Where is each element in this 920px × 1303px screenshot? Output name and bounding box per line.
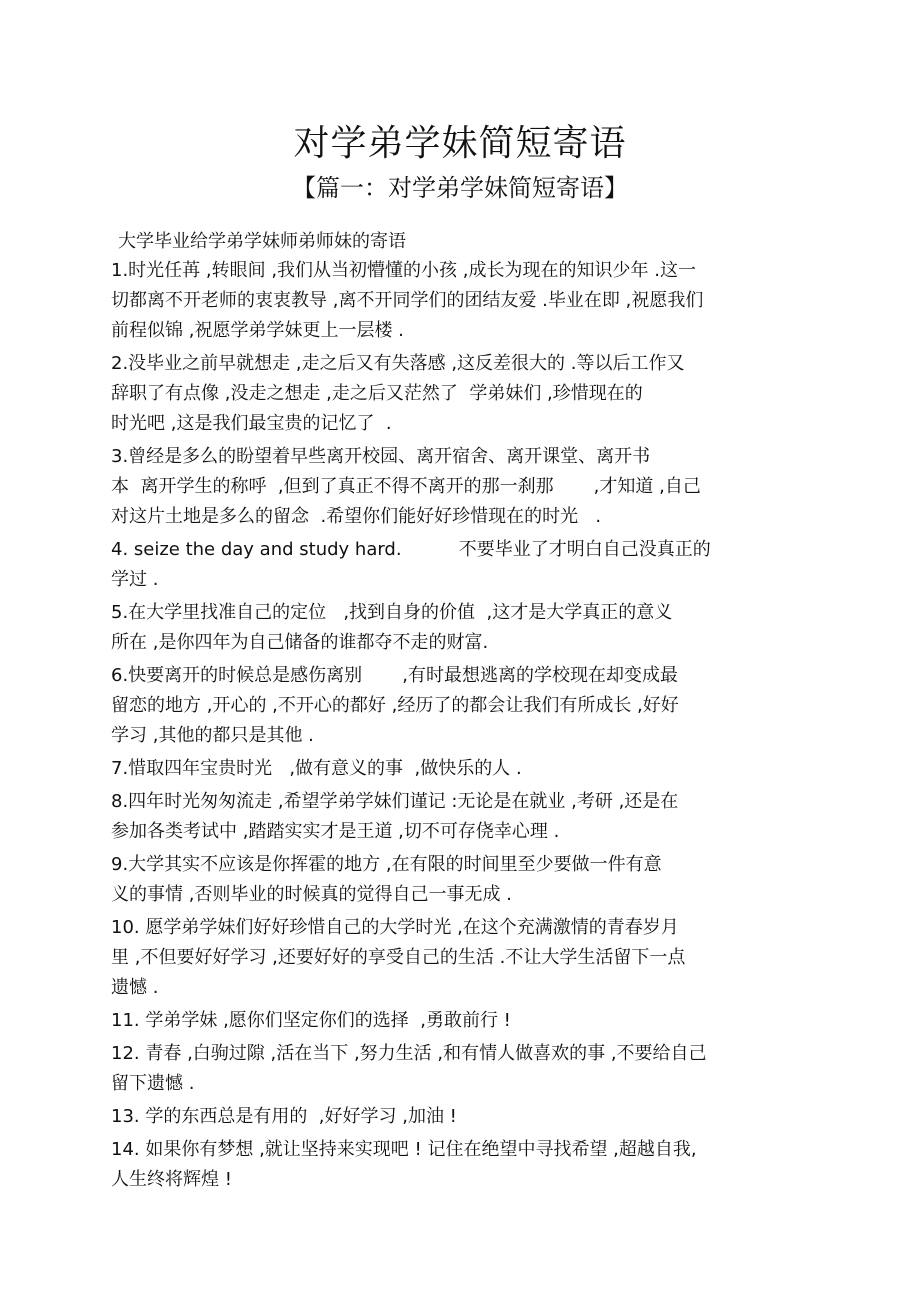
message-line: 12. 青春 ,白驹过隙 ,活在当下 ,努力生活 ,和有情人做喜欢的事 ,不要给自己 (111, 1043, 707, 1064)
message-line: 6.快要离开的时候总是感伤离别 ,有时最想逃离的学校现在却变成最 (111, 665, 678, 686)
message-line: 10. 愿学弟学妹们好好珍惜自己的大学时光 ,在这个充满激情的青春岁月 (111, 917, 679, 938)
message-line: 对这片土地是多么的留念 .希望你们能好好珍惜现在的时光 . (111, 506, 602, 527)
message-line: 所在 ,是你四年为自己储备的谁都夺不走的财富. (111, 632, 489, 653)
message-line: 13. 学的东西总是有用的 ,好好学习 ,加油 ! (111, 1106, 457, 1127)
message-line: 2.没毕业之前早就想走 ,走之后又有失落感 ,这反差很大的 .等以后工作又 (111, 353, 685, 374)
message-line: 学过 . (111, 569, 159, 590)
message-line: 4. seize the day and study hard. 不要毕业了才明白自己没真正的 (111, 539, 711, 560)
message-line: 里 ,不但要好好学习 ,还要好好的享受自己的生活 .不让大学生活留下一点 (111, 947, 686, 968)
message-item (111, 1102, 811, 1132)
message-item (111, 1039, 811, 1099)
message-item (111, 535, 811, 595)
message-line: 辞职了有点像 ,没走之想走 ,走之后又茫然了 学弟妹们 ,珍惜现在的 (111, 383, 643, 404)
message-line: 11. 学弟学妹 ,愿你们坚定你们的选择 ,勇敢前行 ! (111, 1010, 511, 1031)
message-line: 14. 如果你有梦想 ,就让坚持来实现吧 ! 记住在绝望中寻找希望 ,超越自我, (111, 1139, 697, 1160)
message-line: 3.曾经是多么的盼望着早些离开校园、离开宿舍、离开课堂、离开书 (111, 446, 651, 467)
message-item (111, 787, 811, 847)
message-item (111, 1135, 811, 1195)
message-line: 留下遗憾 . (111, 1073, 195, 1094)
message-item (111, 913, 811, 1003)
message-item (111, 442, 811, 532)
intro-line: 大学毕业给学弟学妹师弟师妹的寄语 (118, 231, 406, 252)
message-item (111, 1006, 811, 1036)
message-line: 人生终将辉煌 ! (111, 1169, 232, 1190)
message-line: 本 离开学生的称呼 ,但到了真正不得不离开的那一刹那 ,才知道 ,自己 (111, 476, 701, 497)
message-item (111, 754, 811, 784)
message-item (111, 661, 811, 751)
message-item (111, 850, 811, 910)
section-heading: 【篇一：对学弟学妹简短寄语】 (292, 174, 628, 202)
message-line: 1.时光任苒 ,转眼间 ,我们从当初懵懂的小孩 ,成长为现在的知识少年 .这一 (111, 260, 696, 281)
message-item (111, 349, 811, 439)
message-line: 义的事情 ,否则毕业的时候真的觉得自己一事无成 . (111, 884, 512, 905)
message-line: 7.惜取四年宝贵时光 ,做有意义的事 ,做快乐的人 . (111, 758, 522, 779)
message-line: 学习 ,其他的都只是其他 . (111, 725, 314, 746)
message-item (111, 598, 811, 658)
message-line: 9.大学其实不应该是你挥霍的地方 ,在有限的时间里至少要做一件有意 (111, 854, 662, 875)
message-line: 8.四年时光匆匆流走 ,希望学弟学妹们谨记 :无论是在就业 ,考研 ,还是在 (111, 791, 679, 812)
message-line: 5.在大学里找准自己的定位 ,找到自身的价值 ,这才是大学真正的意义 (111, 602, 673, 623)
message-line: 参加各类考试中 ,踏踏实实才是王道 ,切不可存侥幸心理 . (111, 821, 560, 842)
document-title: 对学弟学妹简短寄语 (293, 123, 627, 164)
message-line: 切都离不开老师的衷衷教导 ,离不开同学们的团结友爱 .毕业在即 ,祝愿我们 (111, 290, 704, 311)
message-line: 时光吧 ,这是我们最宝贵的记忆了 . (111, 413, 392, 434)
message-line: 留恋的地方 ,开心的 ,不开心的都好 ,经历了的都会让我们有所成长 ,好好 (111, 695, 679, 716)
message-list (111, 256, 811, 1198)
message-item (111, 256, 811, 346)
message-line: 遗憾 . (111, 977, 159, 998)
message-line: 前程似锦 ,祝愿学弟学妹更上一层楼 . (111, 320, 404, 341)
